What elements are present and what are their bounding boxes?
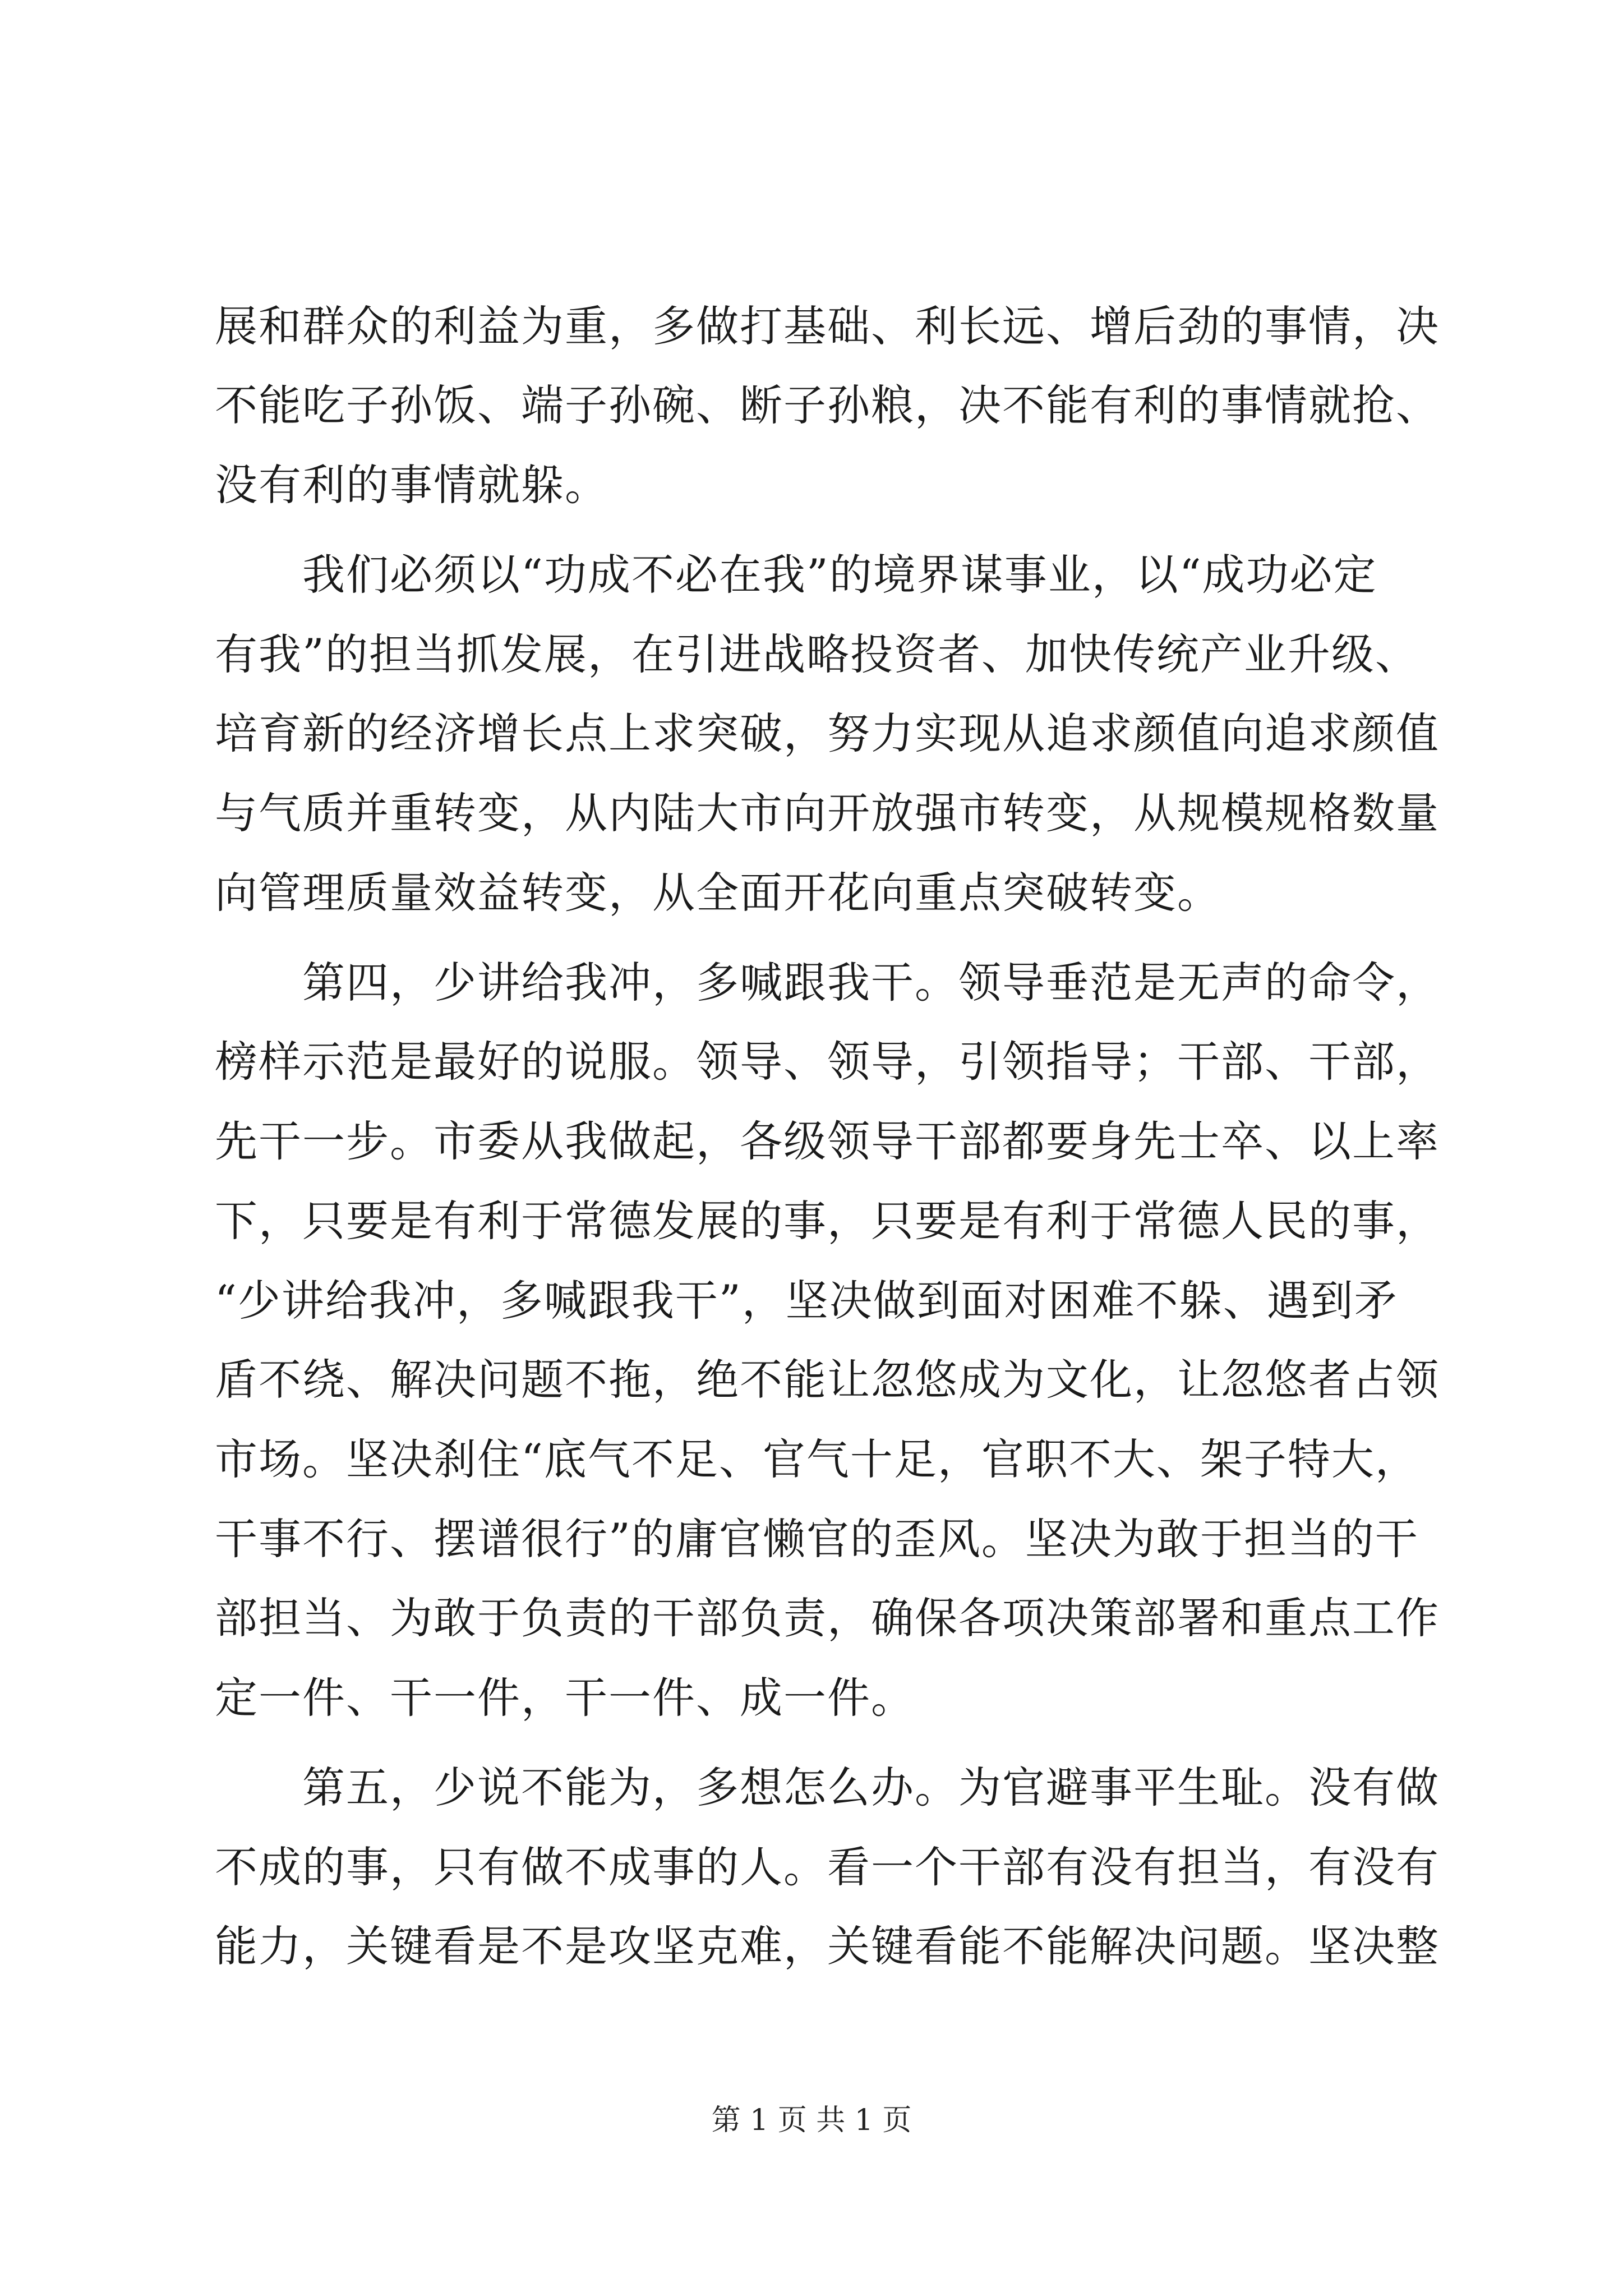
text-line: 不成的事，只有做不成事的人。看一个干部有没有担当，有没有 bbox=[215, 1842, 1440, 1892]
text-line: 培育新的经济增长点上求突破，努力实现从追求颜值向追求颜值 bbox=[215, 708, 1440, 758]
text-line: 第四，少讲给我冲，多喊跟我干。领导垂范是无声的命令， bbox=[215, 958, 1440, 1007]
text-line: 干事不行、摆谱很行”的庸官懒官的歪风。坚决为敢于担当的干 bbox=[215, 1514, 1419, 1564]
page-footer: 第 1 页 共 1 页 bbox=[711, 2104, 912, 2137]
text-line: 能力，关键看是不是攻坚克难，关键看能不能解决问题。坚决整 bbox=[215, 1921, 1440, 1971]
text-line: 市场。坚决刹住“底气不足、官气十足，官职不大、架子特大， bbox=[215, 1434, 1419, 1484]
text-line: 我们必须以“功成不必在我”的境界谋事业，以“成功必定 bbox=[215, 550, 1377, 600]
text-line: 定一件、干一件，干一件、成一件。 bbox=[215, 1673, 915, 1723]
text-line: 部担当、为敢于负责的干部负责，确保各项决策部署和重点工作 bbox=[215, 1593, 1440, 1643]
text-line: 先干一步。市委从我做起，各级领导干部都要身先士卒、以上率 bbox=[215, 1116, 1440, 1166]
text-line: 与气质并重转变，从内陆大市向开放强市转变，从规模规格数量 bbox=[215, 788, 1440, 838]
text-line: 向管理质量效益转变，从全面开花向重点突破转变。 bbox=[215, 868, 1221, 918]
text-line: 盾不绕、解决问题不拖，绝不能让忽悠成为文化，让忽悠者占领 bbox=[215, 1355, 1440, 1405]
text-line: 没有利的事情就躲。 bbox=[215, 460, 608, 510]
text-line: 下，只要是有利于常德发展的事，只要是有利于常德人民的事， bbox=[215, 1196, 1440, 1246]
text-line: 第五，少说不能为，多想怎么办。为官避事平生耻。没有做 bbox=[215, 1763, 1440, 1812]
text-line: 榜样示范是最好的说服。领导、领导，引领指导；干部、干部， bbox=[215, 1037, 1440, 1087]
text-line: “少讲给我冲，多喊跟我干”，坚决做到面对困难不躲、遇到矛 bbox=[215, 1276, 1398, 1326]
text-line: 有我”的担当抓发展，在引进战略投资者、加快传统产业升级、 bbox=[215, 629, 1419, 679]
text-line: 展和群众的利益为重，多做打基础、利长远、增后劲的事情，决 bbox=[215, 301, 1440, 351]
text-line: 不能吃子孙饭、端子孙碗、断子孙粮，决不能有利的事情就抢、 bbox=[215, 380, 1440, 430]
